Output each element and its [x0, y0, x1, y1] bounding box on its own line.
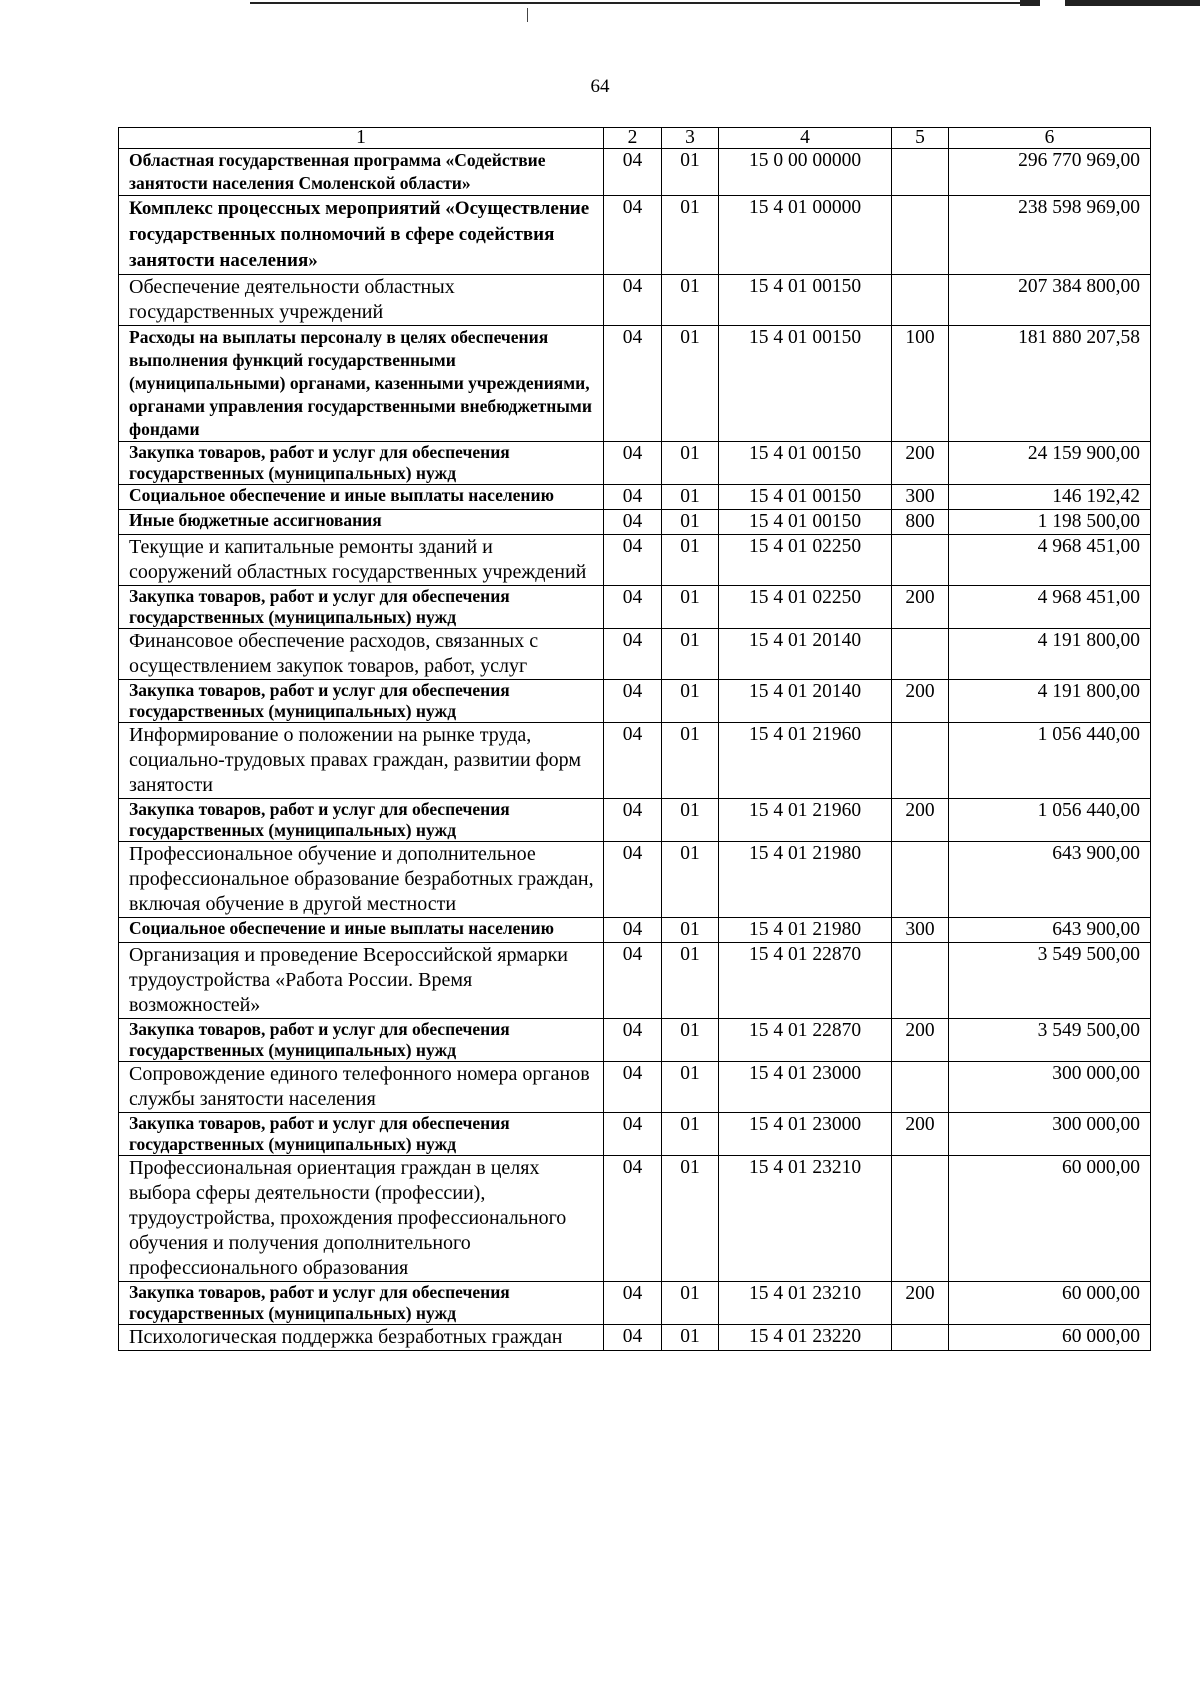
row-amount: 181 880 207,58 [949, 326, 1151, 442]
row-amount: 207 384 800,00 [949, 275, 1151, 326]
row-subsection: 01 [662, 442, 719, 485]
row-name: Закупка товаров, работ и услуг для обеспечения государственных (муниципальных) нужд [119, 1019, 604, 1062]
table-row [119, 943, 1151, 1019]
row-name: Финансовое обеспечение расходов, связанных с осуществлением закупок товаров, работ, услуг [119, 629, 604, 680]
row-expense-type [892, 629, 949, 680]
row-expense-type: 200 [892, 1019, 949, 1062]
row-subsection: 01 [662, 680, 719, 723]
row-amount: 1 198 500,00 [949, 510, 1151, 535]
row-name: Областная государственная программа «Содействие занятости населения Смоленской области» [119, 149, 604, 196]
row-name: Обеспечение деятельности областных государственных учреждений [119, 275, 604, 326]
row-amount: 24 159 900,00 [949, 442, 1151, 485]
row-target-article: 15 0 00 00000 [719, 149, 892, 196]
table-row [119, 1325, 1151, 1351]
row-subsection: 01 [662, 149, 719, 196]
row-target-article: 15 4 01 23000 [719, 1113, 892, 1156]
row-section: 04 [604, 1113, 662, 1156]
row-target-article: 15 4 01 23000 [719, 1062, 892, 1113]
row-subsection: 01 [662, 326, 719, 442]
row-subsection: 01 [662, 918, 719, 943]
row-amount: 1 056 440,00 [949, 799, 1151, 842]
table-row [119, 1019, 1151, 1062]
row-expense-type [892, 1325, 949, 1351]
row-expense-type: 100 [892, 326, 949, 442]
row-amount: 300 000,00 [949, 1113, 1151, 1156]
row-subsection: 01 [662, 799, 719, 842]
scan-top-marks [0, 0, 1200, 12]
table-row [119, 442, 1151, 485]
row-amount: 60 000,00 [949, 1156, 1151, 1282]
row-expense-type [892, 842, 949, 918]
row-target-article: 15 4 01 02250 [719, 586, 892, 629]
row-section: 04 [604, 196, 662, 275]
row-target-article: 15 4 01 21980 [719, 918, 892, 943]
table-row [119, 196, 1151, 275]
row-target-article: 15 4 01 20140 [719, 680, 892, 723]
row-expense-type: 200 [892, 1282, 949, 1325]
row-amount: 4 191 800,00 [949, 680, 1151, 723]
row-target-article: 15 4 01 00000 [719, 196, 892, 275]
table-header-row [119, 128, 1151, 149]
row-target-article: 15 4 01 21980 [719, 842, 892, 918]
row-expense-type [892, 1062, 949, 1113]
table-row [119, 1062, 1151, 1113]
row-subsection: 01 [662, 842, 719, 918]
row-amount: 60 000,00 [949, 1282, 1151, 1325]
row-name: Социальное обеспечение и иные выплаты населению [119, 485, 604, 510]
table-row [119, 326, 1151, 442]
row-name: Закупка товаров, работ и услуг для обеспечения государственных (муниципальных) нужд [119, 799, 604, 842]
column-header-5: 5 [892, 128, 949, 149]
row-target-article: 15 4 01 20140 [719, 629, 892, 680]
row-expense-type [892, 275, 949, 326]
row-name: Закупка товаров, работ и услуг для обеспечения государственных (муниципальных) нужд [119, 1113, 604, 1156]
column-header-2: 2 [604, 128, 662, 149]
row-name: Комплекс процессных мероприятий «Осуществление государственных полномочий в сфере содействия занятости населения» [119, 196, 604, 275]
row-expense-type [892, 723, 949, 799]
row-section: 04 [604, 799, 662, 842]
row-amount: 3 549 500,00 [949, 1019, 1151, 1062]
row-name: Организация и проведение Всероссийской ярмарки трудоустройства «Работа России. Время возможностей» [119, 943, 604, 1019]
row-section: 04 [604, 723, 662, 799]
scan-mark [1065, 0, 1200, 6]
row-name: Психологическая поддержка безработных граждан [119, 1325, 604, 1351]
row-expense-type [892, 1156, 949, 1282]
table-row [119, 1113, 1151, 1156]
row-section: 04 [604, 275, 662, 326]
row-section: 04 [604, 1325, 662, 1351]
row-target-article: 15 4 01 00150 [719, 485, 892, 510]
row-section: 04 [604, 510, 662, 535]
row-amount: 4 968 451,00 [949, 586, 1151, 629]
row-section: 04 [604, 680, 662, 723]
row-amount: 4 191 800,00 [949, 629, 1151, 680]
row-section: 04 [604, 1282, 662, 1325]
row-section: 04 [604, 1062, 662, 1113]
table-row [119, 799, 1151, 842]
row-expense-type: 200 [892, 680, 949, 723]
row-expense-type [892, 535, 949, 586]
table-row [119, 149, 1151, 196]
row-name: Закупка товаров, работ и услуг для обеспечения государственных (муниципальных) нужд [119, 586, 604, 629]
row-subsection: 01 [662, 485, 719, 510]
scan-tick [527, 8, 528, 22]
table-row [119, 918, 1151, 943]
row-target-article: 15 4 01 21960 [719, 723, 892, 799]
row-section: 04 [604, 586, 662, 629]
row-name: Закупка товаров, работ и услуг для обеспечения государственных (муниципальных) нужд [119, 680, 604, 723]
row-section: 04 [604, 149, 662, 196]
row-target-article: 15 4 01 00150 [719, 275, 892, 326]
row-amount: 146 192,42 [949, 485, 1151, 510]
row-section: 04 [604, 1019, 662, 1062]
table-row [119, 842, 1151, 918]
row-name: Расходы на выплаты персоналу в целях обеспечения выполнения функций государственными (муниципальными) органами, казенными учреждениями, органами управления государственными внебюджетными фондами [119, 326, 604, 442]
table-row [119, 586, 1151, 629]
scan-mark [1020, 0, 1040, 6]
row-subsection: 01 [662, 1282, 719, 1325]
row-target-article: 15 4 01 23210 [719, 1156, 892, 1282]
budget-table [118, 127, 1151, 1351]
row-name: Информирование о положении на рынке труда, социально-трудовых правах граждан, развитии форм занятости [119, 723, 604, 799]
row-amount: 4 968 451,00 [949, 535, 1151, 586]
row-amount: 1 056 440,00 [949, 723, 1151, 799]
table-row [119, 629, 1151, 680]
row-name: Текущие и капитальные ремонты зданий и сооружений областных государственных учреждений [119, 535, 604, 586]
row-section: 04 [604, 535, 662, 586]
row-subsection: 01 [662, 629, 719, 680]
row-amount: 60 000,00 [949, 1325, 1151, 1351]
table-row [119, 680, 1151, 723]
page-number: 64 [590, 76, 610, 97]
row-name: Профессиональное обучение и дополнительное профессиональное образование безработных граждан, включая обучение в другой местности [119, 842, 604, 918]
row-expense-type [892, 196, 949, 275]
row-name: Социальное обеспечение и иные выплаты населению [119, 918, 604, 943]
row-amount: 643 900,00 [949, 918, 1151, 943]
row-expense-type: 200 [892, 799, 949, 842]
row-expense-type: 800 [892, 510, 949, 535]
row-section: 04 [604, 485, 662, 510]
row-expense-type: 300 [892, 485, 949, 510]
row-expense-type [892, 149, 949, 196]
row-target-article: 15 4 01 22870 [719, 1019, 892, 1062]
table-row [119, 1282, 1151, 1325]
row-expense-type: 200 [892, 442, 949, 485]
row-subsection: 01 [662, 196, 719, 275]
row-section: 04 [604, 1156, 662, 1282]
row-target-article: 15 4 01 00150 [719, 442, 892, 485]
row-name: Иные бюджетные ассигнования [119, 510, 604, 535]
row-subsection: 01 [662, 1019, 719, 1062]
row-section: 04 [604, 629, 662, 680]
row-section: 04 [604, 442, 662, 485]
row-subsection: 01 [662, 1113, 719, 1156]
row-target-article: 15 4 01 21960 [719, 799, 892, 842]
table-row [119, 535, 1151, 586]
row-subsection: 01 [662, 1156, 719, 1282]
row-subsection: 01 [662, 275, 719, 326]
row-name: Закупка товаров, работ и услуг для обеспечения государственных (муниципальных) нужд [119, 1282, 604, 1325]
row-target-article: 15 4 01 00150 [719, 326, 892, 442]
row-name: Сопровождение единого телефонного номера органов службы занятости населения [119, 1062, 604, 1113]
row-name: Закупка товаров, работ и услуг для обеспечения государственных (муниципальных) нужд [119, 442, 604, 485]
row-subsection: 01 [662, 535, 719, 586]
column-header-1: 1 [119, 128, 604, 149]
table-row [119, 1156, 1151, 1282]
row-section: 04 [604, 326, 662, 442]
row-section: 04 [604, 842, 662, 918]
row-subsection: 01 [662, 1062, 719, 1113]
row-subsection: 01 [662, 943, 719, 1019]
row-subsection: 01 [662, 1325, 719, 1351]
row-expense-type: 300 [892, 918, 949, 943]
row-section: 04 [604, 943, 662, 1019]
row-expense-type: 200 [892, 1113, 949, 1156]
table-row [119, 510, 1151, 535]
table-row [119, 275, 1151, 326]
row-target-article: 15 4 01 22870 [719, 943, 892, 1019]
row-amount: 296 770 969,00 [949, 149, 1151, 196]
column-header-3: 3 [662, 128, 719, 149]
row-expense-type: 200 [892, 586, 949, 629]
row-amount: 238 598 969,00 [949, 196, 1151, 275]
row-target-article: 15 4 01 02250 [719, 535, 892, 586]
row-target-article: 15 4 01 00150 [719, 510, 892, 535]
row-amount: 643 900,00 [949, 842, 1151, 918]
row-expense-type [892, 943, 949, 1019]
table-row [119, 485, 1151, 510]
column-header-6: 6 [949, 128, 1151, 149]
row-section: 04 [604, 918, 662, 943]
row-target-article: 15 4 01 23220 [719, 1325, 892, 1351]
table-row [119, 723, 1151, 799]
row-name: Профессиональная ориентация граждан в целях выбора сферы деятельности (профессии), трудоустройства, прохождения профессионального обучения и получения дополнительного профессионального образования [119, 1156, 604, 1282]
table-body [119, 128, 1151, 1351]
column-header-4: 4 [719, 128, 892, 149]
row-subsection: 01 [662, 723, 719, 799]
row-subsection: 01 [662, 510, 719, 535]
row-amount: 300 000,00 [949, 1062, 1151, 1113]
scan-line [250, 2, 1020, 4]
row-subsection: 01 [662, 586, 719, 629]
row-amount: 3 549 500,00 [949, 943, 1151, 1019]
row-target-article: 15 4 01 23210 [719, 1282, 892, 1325]
